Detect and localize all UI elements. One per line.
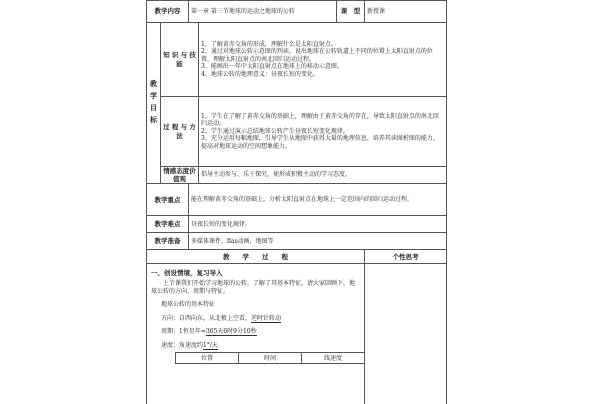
attitude-text: 倡导主动参与、乐于探究，使形成积极主动的学习态度。 [199,167,447,184]
notes-heading: 个性思考 [365,250,447,264]
prep-label: 教学准备 [147,233,189,250]
process-label: 过 程 与 方 法 [161,97,199,167]
goals-side-label: 教 学 目 标 [147,23,161,184]
direction-line: 方向：自西向东，从北极上空看，逆时针转动 [161,314,282,322]
knowledge-row [147,23,447,97]
process-body [147,264,365,404]
process-item: 3、充分运用每幅地图，引导学生从地图中获得大量的地理信息，培养其读图析图的能力，提高对地球运动的空间想象能力。 [201,135,439,150]
teaching-process-heading: 教 学 过 程 [147,250,365,264]
section1-subtitle: 地球公转的基本特征 [161,301,216,309]
difficulty-text: 昼夜长短的变化规律。 [189,216,447,233]
key-point-row [147,184,447,216]
speed-line: 速度：角速度约1°/天 [161,341,218,349]
process-item: 1、学生在了解了黄赤交角的基础上，理解由于黄赤交角的存在，导致太阳直射点的南北回归运动。 [201,112,439,128]
orbit-table-header [176,353,365,364]
lesson-plan-table [146,0,447,404]
orbit-table [175,352,365,364]
process-body-row [147,264,447,404]
prep-row [147,233,447,250]
process-item: 2、学生通过演示总结地球公转产生昼夜长短变化规律。 [201,127,349,135]
orbit-col-position: 位置 [176,353,239,364]
key-point-label: 教学重点 [147,184,189,216]
type-value: 新授课 [365,1,447,23]
knowledge-item: 2、通过对地球公转示意图的判读，说出地球在公转轨道上不同的位置上太阳直射点的位置，理解太阳直射点的南北回归运动过程。 [201,48,433,63]
lesson-plan-page [146,0,446,400]
attitude-row [147,167,447,184]
notes-column [365,264,447,404]
speed-value: 1°/天 [203,341,218,349]
orbit-col-speed: 线速度 [302,353,365,364]
period-value: 365天6时9分10秒 [205,328,257,336]
process-row [147,97,447,167]
content-label: 教学内容 [147,1,189,23]
prep-text: 多媒体课件，flas动画，地图等 [189,233,447,250]
knowledge-item: 1、了解黄赤交角的形成，理解什么是太阳直射点。 [201,40,337,48]
difficulty-row [147,216,447,233]
period-line: 周期：1恒星年=365天6时9分10秒 [161,328,257,336]
knowledge-item: 4、地球公转的地理意义：昼夜长短的变化。 [201,70,319,78]
attitude-label: 情感态度价值观 [161,167,199,184]
content-value: 第一章 第三节地球的运动之地球的公转 [189,1,337,23]
header-row [147,1,447,23]
process-items [199,97,447,167]
knowledge-item: 3、能画出一年中太阳直射点在地球上的移动示意图。 [201,63,343,71]
knowledge-items [199,23,447,97]
process-header-row [147,250,447,264]
knowledge-label: 知 识 与 技 能 [161,23,199,97]
direction-value: 逆时针转动 [251,314,282,322]
difficulty-label: 教学难点 [147,216,189,233]
type-label: 课 型 [337,1,365,23]
section1-intro: 上节课我们开始学习地球的公转，了解了其基本特征，请大家回顾下，地球公转的方向、周期与特征。 [151,280,356,295]
key-point-text: 能在理解黄赤交角的基础上，分析太阳直射点在地球上一定范围内的回归运动过程。 [189,184,447,216]
section1-title: 一、创设情境，复习导入 [151,269,223,278]
orbit-col-time: 时间 [239,353,302,364]
